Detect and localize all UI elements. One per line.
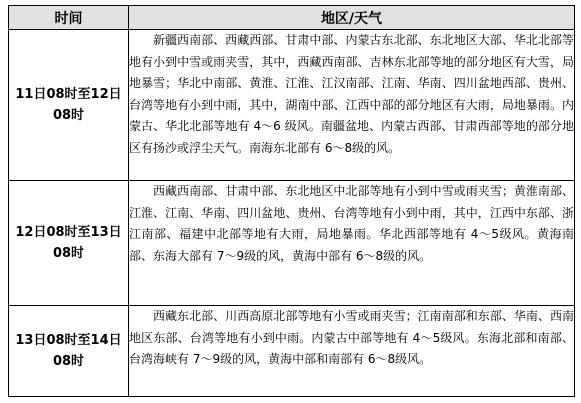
weather-cell: 西藏东北部、川西高原北部等地有小雪或雨夹雪；江南南部和东部、华南、西南地区东部、台湾等地有小到中雨。内蒙古中部等地有 4～5级风。东海北部和南部、台湾海峡有 7～9级的风，黄海中部和南部有 6～8级风。 <box>129 306 575 397</box>
weather-cell: 新疆西南部、西藏西部、甘肃中部、内蒙古东北部、东北地区大部、华北北部等地有小到中雪或雨夹雪，其中，西藏西南部、吉林东北部等地的部分地区有大雪，局地暴雪；华北中南部、黄淮、江淮、江汉南部、江南、华南、四川盆地西部、贵州、台湾等地有小到中雨，其中，湖南中部、江西中部的部分地区有大雨，局地暴雨。内蒙古、华北北部等地有 4～6 级风。南疆盆地、内蒙古西部、甘肃西部等地的部分地区有扬沙或浮尘天气。南海东北部有 6～8级的风。 <box>129 30 575 181</box>
table-header-row <box>9 6 575 30</box>
table-row <box>9 306 575 397</box>
forecast-table <box>8 5 575 397</box>
time-cell: 11日08时至12日08时 <box>9 30 129 181</box>
header-time: 时间 <box>9 6 129 30</box>
header-region-weather: 地区/天气 <box>129 6 575 30</box>
weather-cell: 西藏西南部、甘肃中部、东北地区中北部等地有小到中雪或雨夹雪；黄淮南部、江淮、江南、华南、四川盆地、贵州、台湾等地有小到中雨，其中，江西中东部、浙江南部、福建中北部等地有大雨，局地暴雨。华北西部等地有 4～5级风。黄海南部、东海大部有 7～9级的风，黄海中部有 6～8级的风。 <box>129 181 575 306</box>
time-cell: 13日08时至14日08时 <box>9 306 129 397</box>
time-cell: 12日08时至13日08时 <box>9 181 129 306</box>
table-row <box>9 30 575 181</box>
table-row <box>9 181 575 306</box>
